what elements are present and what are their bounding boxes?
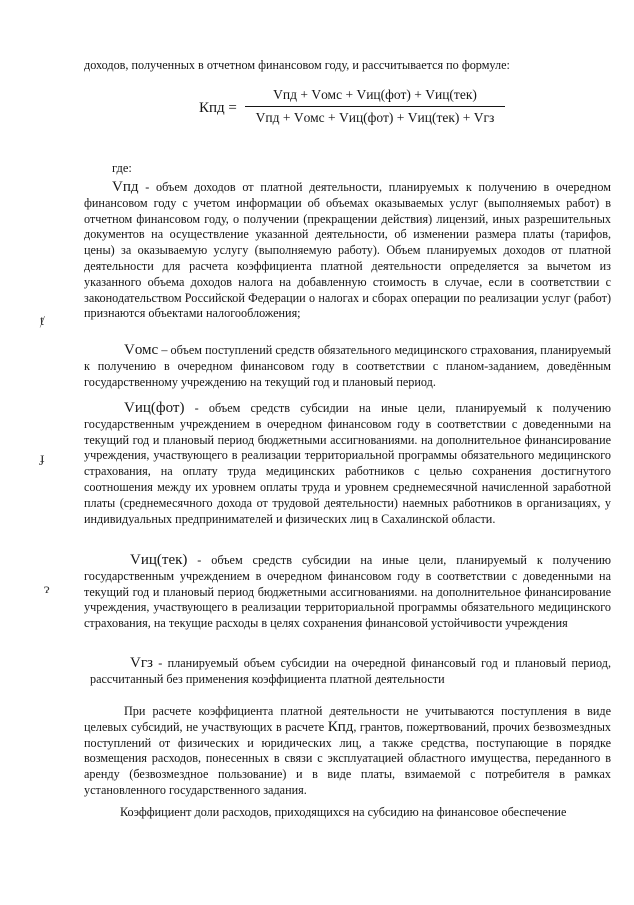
formula-lhs: Кпд = (199, 100, 237, 116)
symbol-vpd: Vпд (112, 179, 139, 195)
symbol-voms: Vомс (124, 342, 159, 358)
margin-mark-2: ɟ (40, 451, 45, 466)
definition-vgz-text: - планируемый объем субсидии на очередной финансовый год и плановый период, рассчитанный без применения коэффициента платной деятельности (90, 656, 611, 686)
paragraph-calc (84, 704, 611, 799)
definition-voms-text: – объем поступлений средств обязательного медицинского страхования, планируемый к получению в очередном финансовом году в соответствии с планом-заданием, доведённым государственному учреждению на текущий год и плановый период. (84, 343, 611, 389)
definition-vpd-text: - объем доходов от платной деятельности, планируемых к получению в очередном финансовом году с учетом информации об объемах оказываемых услуг (выполняемых работ) в отчетном финансовом году, о получении (прекращении действия) лицензий, иных разрешительных документов на осуществление указанной деятельности, об изменении размера платы (тарифов, цены) за оказываемую услугу (выполняемую работу). Объем планируемых доходов от платной деятельности для расчета коэффициента платной деятельности определяется за вычетом из указанного объема доходов налога на добавленную стоимость в случае, если в соответствии с законодательством Российской Федерации о налогах и сборах операции по реализации услуг (работ) признаются объектами налогообложения; (84, 180, 611, 321)
definition-vic-fot (84, 401, 611, 527)
intro-line: доходов, полученных в отчетном финансовом году, и рассчитывается по формуле: (84, 58, 510, 72)
margin-mark-3: ɂ (44, 582, 50, 597)
symbol-vic-fot: Vиц(фот) (124, 400, 185, 416)
definition-vic-tek-text: - объем средств субсидии на иные цели, планируемый к получению государственным учреждением в очередном финансовом году в соответствии с доведенными на текущий год и плановый период бюджетными ассигнованиями. на дополнительное финансирование учреждения, участвующего в реализации территориальной программы обязательного медицинского страхования, на текущие расходы в целях сохранения финансовой устойчивости учреждения (84, 553, 611, 631)
definition-vpd (84, 180, 611, 322)
paragraph-last: Коэффициент доли расходов, приходящихся на субсидию на финансовое обеспечение (120, 805, 567, 819)
symbol-kpd: Кпд (327, 718, 354, 735)
fraction-bar (245, 106, 505, 107)
formula (199, 86, 519, 134)
formula-fraction (245, 86, 505, 127)
definition-voms (84, 343, 611, 390)
paragraph-calc-part2: , грантов, пожертвований, прочих безвозмездных поступлений от физических и юридических лиц, а также средства, поступающие в порядке возмещения расходов, понесенных в связи с эксплуатацией областного имущества, переданного в аренду (безвозмездное пользование) и в виде платы, взимаемой с потребителя в рамках установленного государственного задания. (84, 719, 611, 797)
margin-mark-1: ⱦ (40, 314, 44, 329)
definition-vic-tek (84, 553, 611, 632)
formula-numerator: Vпд + Vомс + Vиц(фот) + Vиц(тек) (273, 87, 477, 102)
definition-vic-fot-text: - объем средств субсидии на иные цели, планируемый к получению государственным учреждением в очередном финансовом году в соответствии с доведенными на текущий год и плановый период бюджетными ассигнованиями. на дополнительное финансирование учреждения, участвующего в реализации территориальной программы обязательного медицинского страхования, на оплату труда медицинских работников с целью сохранения достигнутого соотношения между их уровнем оплаты труда и уровнем среднемесячной начисленной заработной платы (среднемесячного дохода от трудовой деятельности) наемных работников в организациях, у индивидуальных предпринимателей и физических лиц в Сахалинской области. (84, 401, 611, 526)
definition-vgz (90, 656, 611, 688)
formula-denominator: Vпд + Vомс + Vиц(фот) + Vиц(тек) + Vгз (255, 110, 495, 125)
symbol-vic-tek: Vиц(тек) (130, 552, 188, 568)
where-label: где: (112, 161, 132, 175)
paragraph-calc-part1: При расчете коэффициента платной деятельности не учитываются поступления в виде целевых субсидий, не участвующих в расчете (84, 704, 611, 734)
symbol-vgz: Vгз (130, 655, 153, 671)
